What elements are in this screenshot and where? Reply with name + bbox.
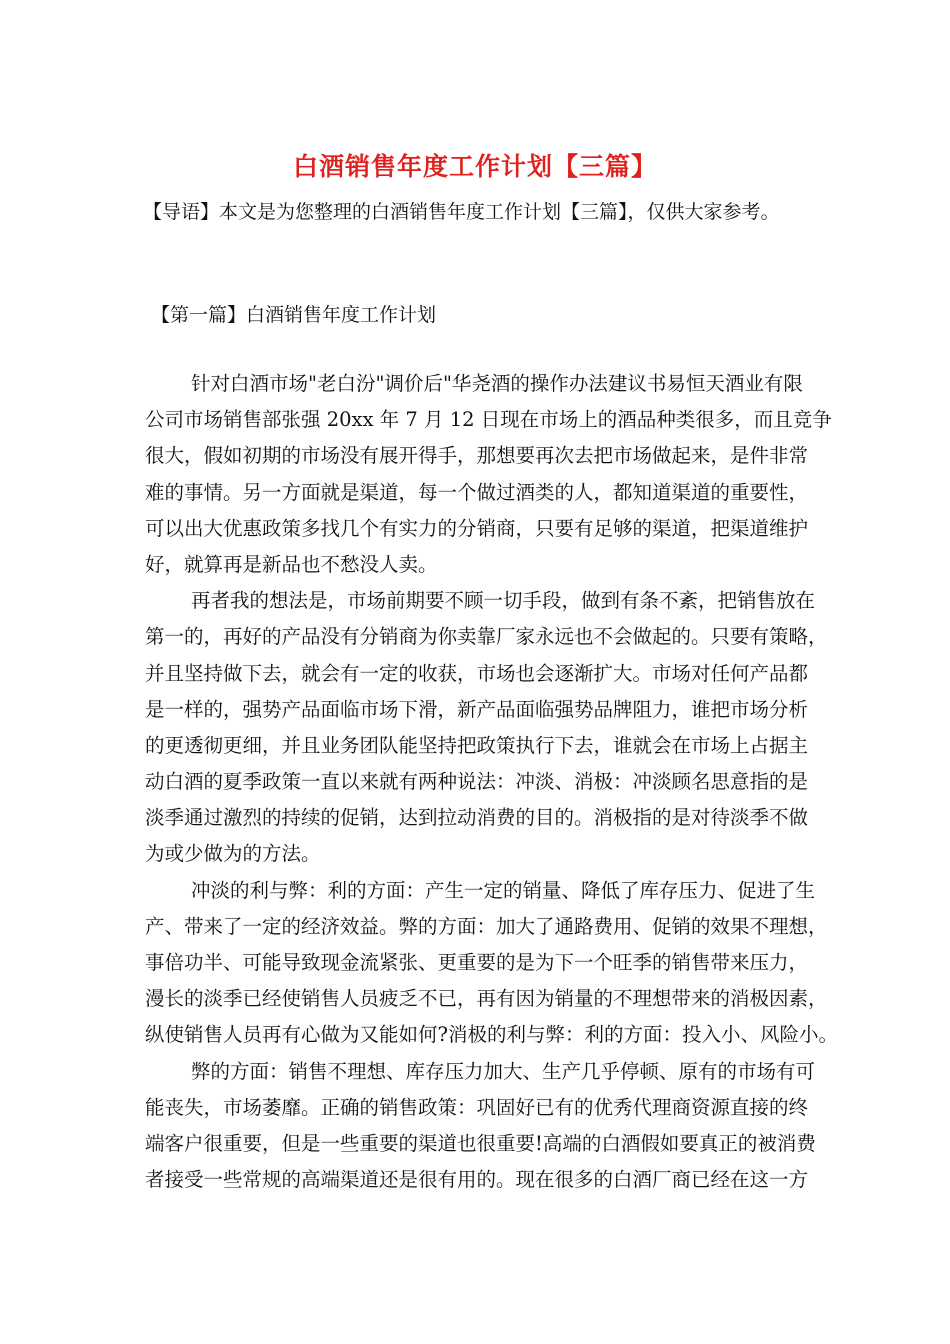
text-line: 并且坚持做下去，就会有一定的收获，市场也会逐渐扩大。市场对任何产品都 <box>145 661 809 685</box>
text-line: 的更透彻更细，并且业务团队能坚持把政策执行下去，谁就会在市场上占据主 <box>145 733 809 757</box>
text-line: 为或少做为的方法。 <box>145 842 321 866</box>
text-line: 能丧失，市场萎靡。正确的销售政策：巩固好已有的优秀代理商资源直接的终 <box>145 1095 809 1119</box>
text-line: 端客户很重要，但是一些重要的渠道也很重要!高端的白酒假如要真正的被消费 <box>145 1131 816 1155</box>
text-line: 事倍功半、可能导致现金流紧张、更重要的是为下一个旺季的销售带来压力， <box>145 951 809 974</box>
text-line: 很大，假如初期的市场没有展开得手，那想要再次去把市场做起来，是件非常 <box>145 444 809 468</box>
text-line: 再者我的想法是，市场前期要不顾一切手段，做到有条不紊，把销售放在 <box>191 589 816 613</box>
section-heading: 【第一篇】白酒销售年度工作计划 <box>151 304 437 326</box>
text-line: 可以出大优惠政策多找几个有实力的分销商，只要有足够的渠道，把渠道维护 <box>145 516 809 540</box>
body-text <box>145 366 838 1198</box>
intro-paragraph: 【导语】本文是为您整理的白酒销售年度工作计划【三篇】，仅供大家参考。 <box>143 201 780 223</box>
text-line: 冲淡的利与弊：利的方面：产生一定的销量、降低了库存压力、促进了生 <box>191 878 816 902</box>
text-line: 第一的，再好的产品没有分销商为你卖靠厂家永远也不会做起的。只要有策略， <box>145 625 828 649</box>
text-line: 者接受一些常规的高端渠道还是很有用的。现在很多的白酒厂商已经在这一方 <box>145 1168 809 1192</box>
text-line: 难的事情。另一方面就是渠道，每一个做过酒类的人，都知道渠道的重要性， <box>145 480 809 504</box>
text-line: 漫长的淡季已经使销售人员疲乏不已，再有因为销量的不理想带来的消极因素， <box>145 987 828 1011</box>
text-line: 针对白酒市场"老白汾"调价后"华尧酒的操作办法建议书易恒天酒业有限 <box>191 372 803 395</box>
text-line: 产、带来了一定的经济效益。弊的方面：加大了通路费用、促销的效果不理想， <box>145 914 828 938</box>
text-line: 纵使销售人员再有心做为又能如何?消极的利与弊：利的方面：投入小、风险小。 <box>145 1023 838 1047</box>
text-line: 淡季通过激烈的持续的促销，达到拉动消费的目的。消极指的是对待淡季不做 <box>145 806 809 830</box>
text-line: 是一样的，强势产品面临市场下滑，新产品面临强势品牌阻力，谁把市场分析 <box>145 697 809 721</box>
text-line: 弊的方面：销售不理想、库存压力加大、生产几乎停顿、原有的市场有可 <box>191 1059 816 1083</box>
text-line: 好，就算再是新品也不愁没人卖。 <box>145 552 438 576</box>
text-line: 公司市场销售部张强 20xx 年 7 月 12 日现在市场上的酒品种类很多，而且竞争 <box>145 408 832 432</box>
text-line: 动白酒的夏季政策一直以来就有两种说法：冲淡、消极：冲淡顾名思意指的是 <box>145 770 809 794</box>
document-title: 白酒销售年度工作计划【三篇】 <box>292 152 657 181</box>
